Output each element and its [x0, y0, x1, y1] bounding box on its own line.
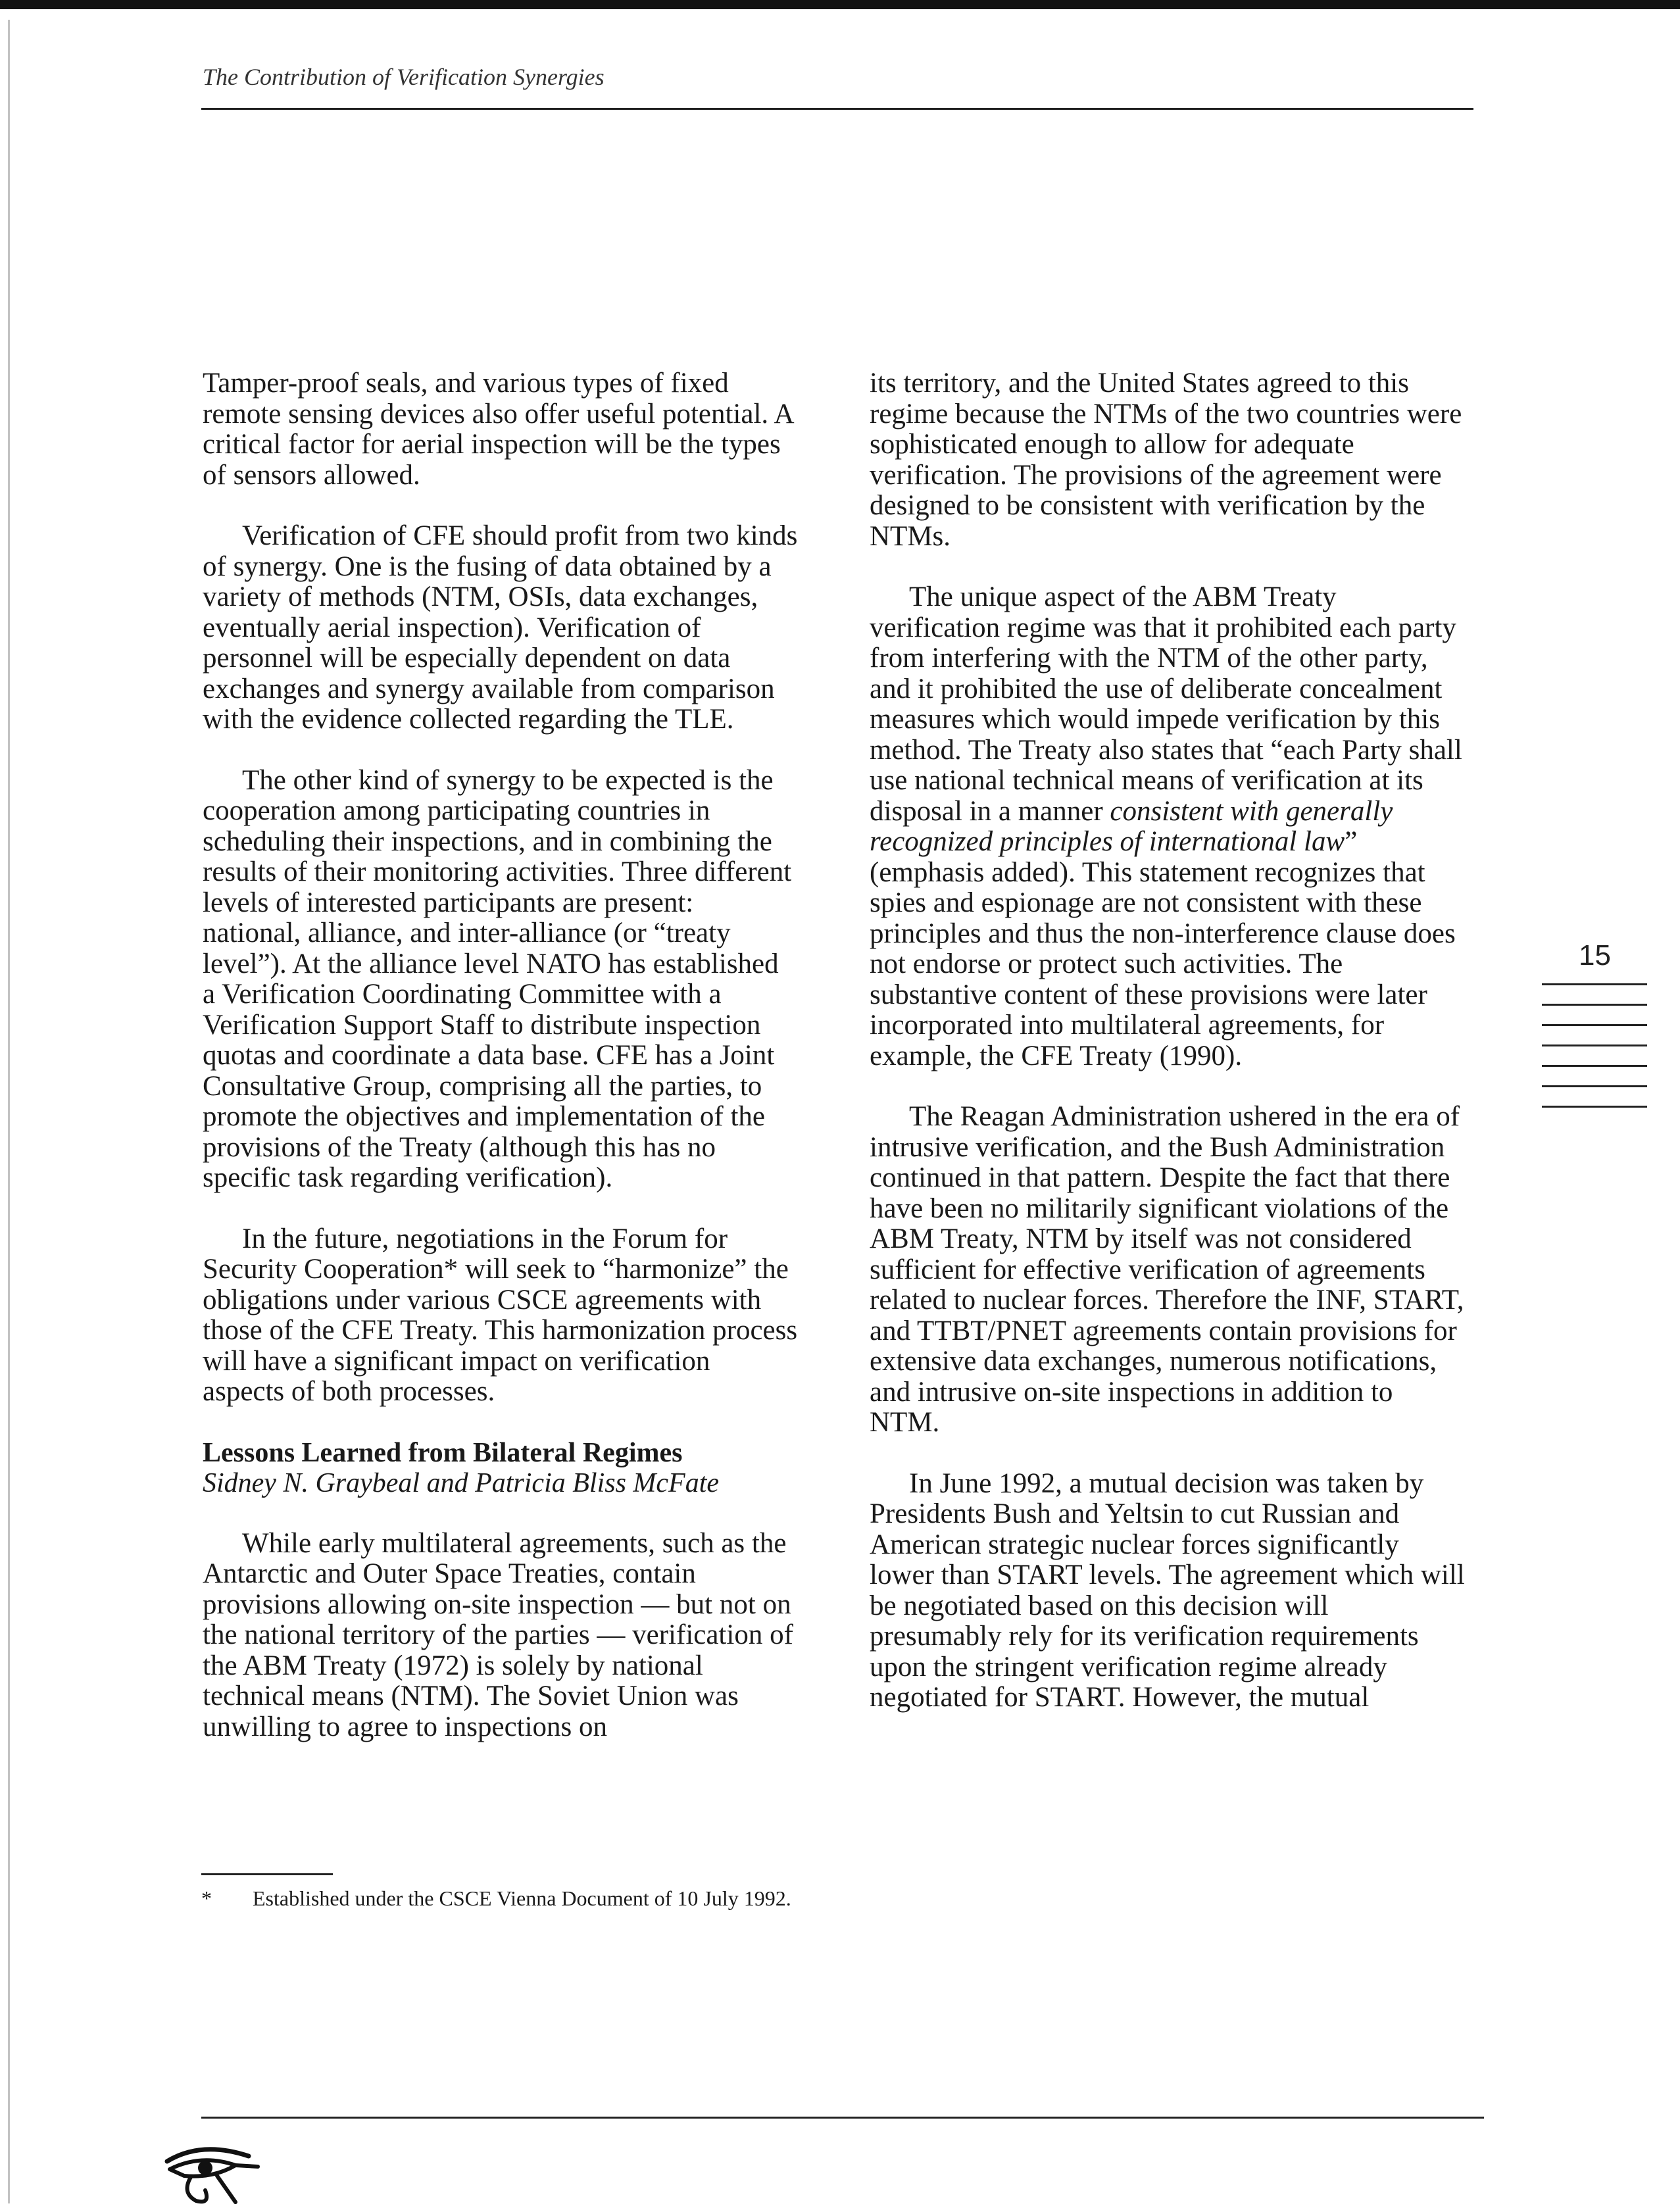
right-paragraph-4: In June 1992, a mutual decision was taken by Presidents Bush and Yeltsin to cut Russian and American strategic nuclear forces significantly lower than START levels. The agreement which will be negotiated based on this decision will presumably rely for its verification requirements upon the stringent verification regime already negotiated for START. However, the mutual	[870, 1467, 1465, 1713]
page-number: 15	[1579, 939, 1611, 971]
right-paragraph-2-text-a: The unique aspect of the ABM Treaty verification regime was that it prohibited each party from interfering with the NTM of the other party, and it prohibited the use of deliberate concealment measures which would impede verification by this method. The Treaty also states that “each Party shall use national technical means of verification at its disposal in a manner	[870, 581, 1462, 827]
section-authors: Sidney N. Graybeal and Patricia Bliss McFate	[203, 1467, 720, 1498]
right-paragraph-2-text-b: ” (emphasis added). This statement recognizes that spies and espionage are not consistent with these principles and thus the non-interference clause does not endorse or protect such activities. The substantive content of these provisions were later incorporated into multilateral agreements, for example, the CFE Treaty (1990).	[870, 826, 1456, 1071]
eye-of-horus-logo-icon	[162, 2136, 260, 2205]
tab-line	[1542, 1065, 1647, 1067]
tab-line	[1542, 1024, 1647, 1026]
left-column	[203, 368, 798, 1773]
footnote-mark: *	[201, 1886, 212, 1910]
right-paragraph-2	[870, 582, 1465, 1071]
scan-left-edge	[8, 20, 10, 2203]
left-paragraph-5: While early multilateral agreements, such as the Antarctic and Outer Space Treaties, contain provisions allowing on-site inspection — but not on the national territory of the parties — verification of the ABM Treaty (1972) is solely by national technical means (NTM). The Soviet Union was unwilling to agree to inspections on	[203, 1527, 793, 1742]
footnote	[201, 1885, 793, 1911]
footer-rule	[201, 2117, 1484, 2119]
tab-line	[1542, 983, 1647, 985]
right-paragraph-1: its territory, and the United States agreed to this regime because the NTMs of the two countries were sophisticated enough to allow for adequate verification. The provisions of the agreement were designed to be consistent with verification by the NTMs.	[870, 368, 1462, 552]
footnote-rule	[201, 1873, 333, 1875]
right-paragraph-3: The Reagan Administration ushered in the era of intrusive verification, and the Bush Administration continued in that pattern. Despite the fact that there have been no militarily significant violations of the ABM Treaty, NTM by itself was not considered sufficient for effective verification of agreements related to nuclear forces. Therefore the INF, START, and TTBT/PNET agreements contain provisions for extensive data exchanges, numerous notifications, and intrusive on-site inspections in addition to NTM.	[870, 1101, 1464, 1438]
right-column	[870, 368, 1465, 1744]
running-head: The Contribution of Verification Synergies	[203, 64, 605, 90]
left-paragraph-2: Verification of CFE should profit from two kinds of synergy. One is the fusing of data obtained by a variety of methods (NTM, OSIs, data exchanges, eventually aerial inspection). Verification of personnel will be especially dependent on data exchanges and synergy available from comparison with the evidence collected regarding the TLE.	[203, 520, 798, 735]
margin-tab-lines	[1542, 983, 1647, 1126]
left-paragraph-3: The other kind of synergy to be expected is the cooperation among participating countries in scheduling their inspections, and in combining the results of their monitoring activities. Three different levels of interested participants are present: national, alliance, and inter-alliance (or “treaty level”). At the alliance level NATO has established a Verification Coordinating Committee with a Verification Support Staff to distribute inspection quotas and coordinate a data base. CFE has a Joint Consultative Group, comprising all the parties, to promote the objectives and implementation of the provisions of the Treaty (although this has no specific task regarding verification).	[203, 764, 792, 1193]
left-paragraph-1: Tamper-proof seals, and various types of fixed remote sensing devices also offer useful potential. A critical factor for aerial inspection will be the types of sensors allowed.	[203, 368, 793, 491]
tab-line	[1542, 1106, 1647, 1108]
left-paragraph-4: In the future, negotiations in the Forum for Security Cooperation* will seek to “harmonize” the obligations under various CSCE agreements with those of the CFE Treaty. This harmonization process will have a significant impact on verification aspects of both processes.	[203, 1223, 798, 1407]
tab-line	[1542, 1045, 1647, 1046]
header-rule	[201, 108, 1473, 110]
footnote-text: Established under the CSCE Vienna Document of 10 July 1992.	[253, 1886, 791, 1910]
tab-line	[1542, 1085, 1647, 1087]
section-heading: Lessons Learned from Bilateral Regimes	[203, 1437, 683, 1468]
right-paragraph-2-emphasis: consistent with generally recognized principles of international law	[870, 795, 1393, 857]
tab-line	[1542, 1004, 1647, 1006]
top-edge-rule	[0, 0, 1680, 9]
